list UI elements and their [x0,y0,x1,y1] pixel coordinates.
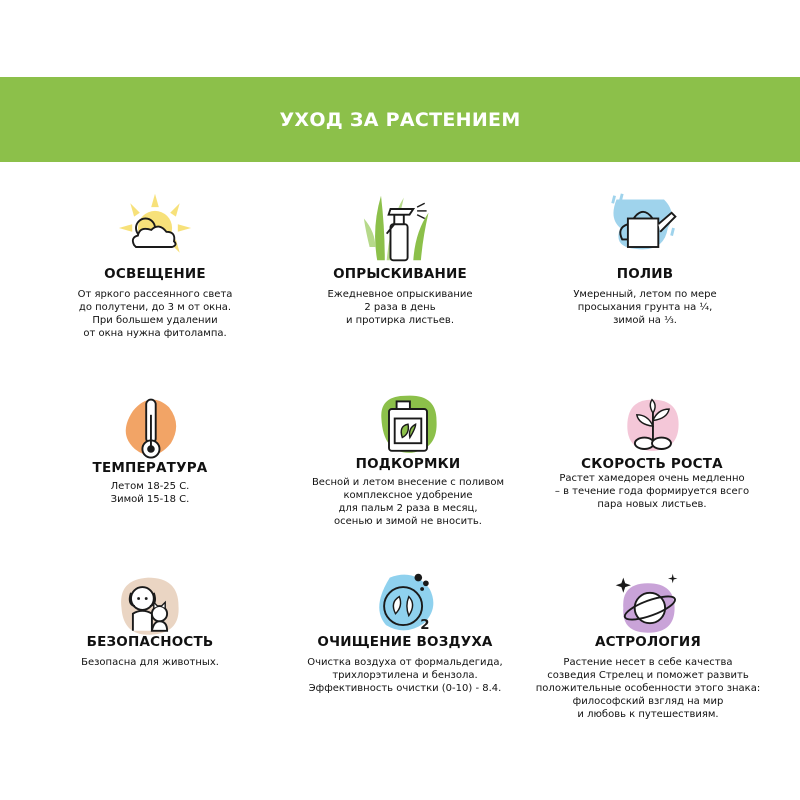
card-growth-rate [532,392,772,552]
card-lighting [35,190,275,350]
thermometer-icon [112,392,188,468]
card-watering [525,190,765,350]
card-title: ОЧИЩЕНИЕ ВОЗДУХА [317,634,493,650]
card-astrology [528,570,768,730]
spray-bottle-icon [362,190,438,266]
card-temperature [30,392,270,552]
card-description: Очистка воздуха от формальдегида, трихлорэтилена и бензола. Эффективность очистки (0-10) - 8.4. [307,657,503,694]
card-safety [30,570,270,730]
svg-text:2: 2 [420,617,430,633]
card-description: Умеренный, летом по мере просыхания грунта на ¼, зимой на ⅓. [573,289,717,326]
page-title: УХОД ЗА РАСТЕНИЕМ [279,108,521,131]
card-title: ПОДКОРМКИ [355,456,461,472]
card-title: ОСВЕЩЕНИЕ [104,266,206,282]
watering-can-icon [607,190,683,266]
card-description: Растение несет в себе качества созведия Стрелец и поможет развить положительные особенности этого знака: философский взгляд на мир и любовь к путешествиям. [535,657,761,720]
card-title: АСТРОЛОГИЯ [595,634,701,650]
card-description: Безопасна для животных. [81,657,219,668]
card-fertilizing [288,390,528,550]
card-title: ОПРЫСКИВАНИЕ [333,266,467,282]
card-title: ТЕМПЕРАТУРА [92,460,208,476]
card-air-purification [285,570,525,730]
card-description: Летом 18-25 С. Зимой 15-18 С. [110,481,190,505]
card-title: БЕЗОПАСНОСТЬ [86,634,214,650]
card-title: ПОЛИВ [616,266,674,282]
card-description: Растет хамедорея очень медленно – в течение года формируется всего пара новых листьев. [554,473,750,510]
header-banner [0,77,800,162]
card-title: СКОРОСТЬ РОСТА [581,456,723,472]
sun-cloud-icon [117,190,193,266]
fertilizer-canister-icon [370,390,446,466]
card-description: Ежедневное опрыскивание 2 раза в день и протирка листьев. [327,289,473,326]
card-description: От яркого рассеянного света до полутени, до 3 м от окна. При большем удалении от окна нужна фитолампа. [77,289,233,339]
card-description: Весной и летом внесение с поливом комплексное удобрение для пальм 2 раза в месяц, осенью и зимой не вносить. [311,477,505,527]
card-spraying [280,190,520,350]
